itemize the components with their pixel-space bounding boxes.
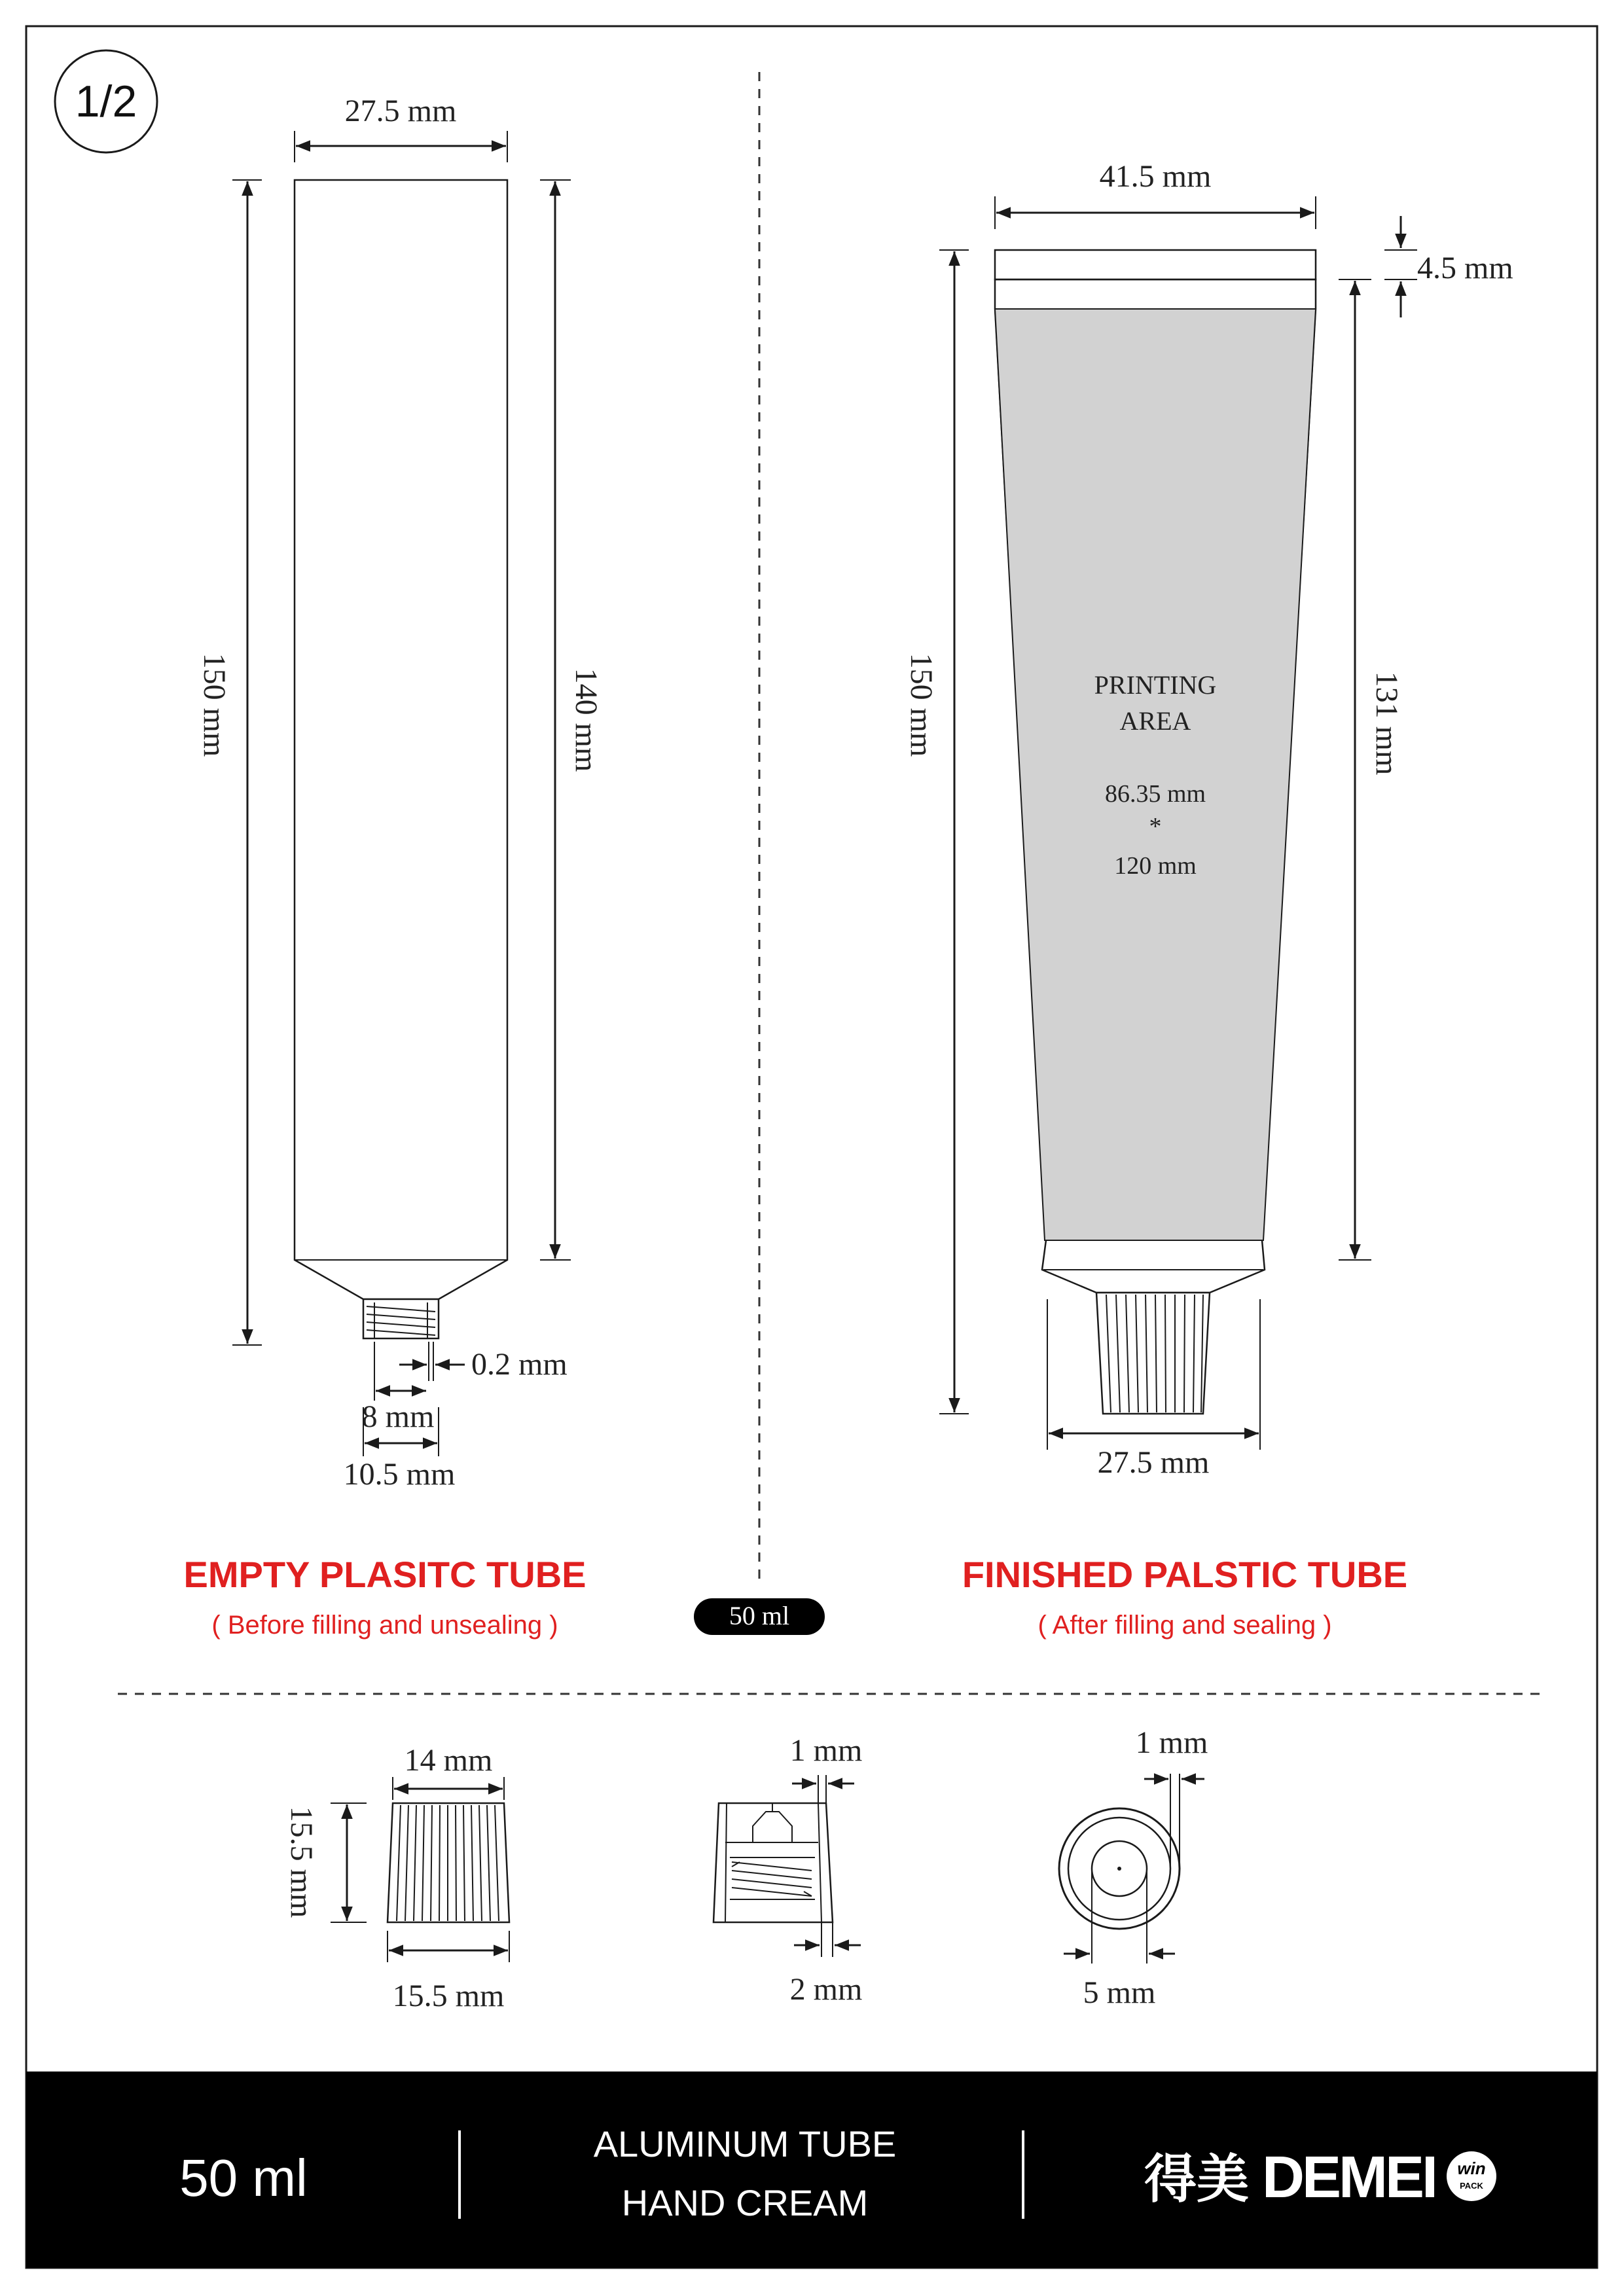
empty-total-height-label: 150 mm (197, 653, 232, 757)
finished-tube-title: FINISHED PALSTIC TUBE (962, 1554, 1408, 1595)
footer-volume: 50 ml (179, 2149, 308, 2207)
page-number-text: 1/2 (75, 77, 137, 126)
page-number-badge (55, 50, 157, 152)
empty-body-height-label: 140 mm (569, 668, 604, 772)
winpack-logo-icon (1447, 2151, 1496, 2201)
top-view-wall-label: 1 mm (1135, 1725, 1208, 1760)
cap-bottom-wall-label: 2 mm (789, 1972, 863, 2007)
cap-height-label: 15.5 mm (284, 1806, 319, 1918)
svg-text:PACK: PACK (1460, 2181, 1483, 2191)
empty-width-label: 27.5 mm (344, 94, 457, 128)
seal-height-label: 4.5 mm (1417, 251, 1513, 285)
finished-cap-width-label: 27.5 mm (1097, 1445, 1210, 1480)
empty-thread-inner-label: 8 mm (361, 1399, 435, 1434)
finished-tube-subtitle: ( After filling and sealing ) (1038, 1611, 1332, 1640)
brand-en: DEMEI (1262, 2145, 1436, 2210)
empty-tube-subtitle: ( Before filling and unsealing ) (211, 1611, 558, 1640)
svg-text:win: win (1457, 2159, 1486, 2178)
top-view-hole-label: 5 mm (1083, 1975, 1156, 2010)
finished-body-height-label: 131 mm (1369, 671, 1404, 776)
finished-tube-drawing (904, 159, 1513, 1480)
footer-product-line2: HAND CREAM (621, 2182, 869, 2223)
cap-side-view (284, 1743, 509, 2013)
empty-tube-body (295, 180, 507, 1299)
empty-thread-gap-label: 0.2 mm (471, 1347, 568, 1382)
brand-cn: 得美 (1144, 2150, 1249, 2208)
printing-area-line2: AREA (1119, 706, 1191, 736)
footer-bar (26, 2072, 1597, 2268)
cap-section-view (713, 1733, 862, 2007)
printing-area-times: * (1149, 813, 1162, 840)
empty-tube-thread (363, 1299, 439, 1338)
empty-tube-title: EMPTY PLASITC TUBE (183, 1554, 586, 1595)
printing-area (995, 309, 1316, 1240)
cap-bottom-width-label: 15.5 mm (392, 1979, 505, 2013)
cap-top-wall-label: 1 mm (789, 1733, 863, 1768)
printing-area-dim1: 86.35 mm (1104, 780, 1206, 808)
empty-thread-outer-label: 10.5 mm (343, 1457, 456, 1492)
volume-badge (694, 1598, 825, 1635)
seal-width-label: 41.5 mm (1099, 159, 1212, 194)
page-frame (26, 26, 1597, 2268)
cap-top-view (1059, 1725, 1208, 2010)
volume-badge-text: 50 ml (729, 1601, 790, 1630)
cap-top-width-label: 14 mm (404, 1743, 493, 1778)
footer-product-line1: ALUMINUM TUBE (593, 2123, 897, 2164)
printing-area-line1: PRINTING (1094, 670, 1217, 700)
empty-tube-drawing (197, 94, 604, 1492)
finished-tube-seal (995, 250, 1316, 279)
finished-tube-cap (1096, 1293, 1210, 1414)
printing-area-dim2: 120 mm (1114, 852, 1197, 880)
finished-total-height-label: 150 mm (904, 653, 939, 757)
